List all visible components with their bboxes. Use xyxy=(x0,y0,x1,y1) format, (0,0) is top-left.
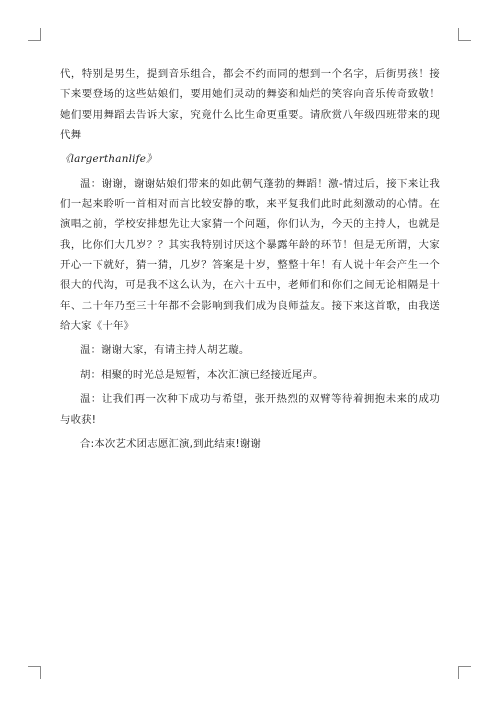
paragraph-dance-title: 《larger​than​life》 xyxy=(60,153,157,166)
paragraph-dance-intro: 代，特别是男生，提到音乐组合，都会不约而同的想到一个名字，后街男孩！接下来要登场的这些姑娘们，要用她们灵动的舞姿和灿烂的笑容向音乐传奇致敬！她们要用舞蹈去告诉大家，究竟什么比生命更重要。请欣赏八年级四班带来的现代舞 xyxy=(60,68,440,141)
corner-mark-top-right xyxy=(458,28,471,41)
paragraph-song-intro: 温：谢谢，谢谢姑娘们带来的如此朝气蓬勃的舞蹈！激-情过后，接下来让我们一起来聆听一首相对而言比较安静的歌，来平复我们此时此刻激动的心情。在演唱之前，学校安排想先让大家猜一个问题，你们认为，今天的主持人，也就是我，比你们大几岁？？其实我特别讨厌这个暴露年龄的环节！但是无所谓，大家开心一下就好，猜一猜，几岁？答案是十岁，整整十年！有人说十年会产生一个很大的代沟，可是我不这么认为，在六十五中，老师们和你们之间无论相隔是十年、二十年乃至三十年都不会影响到我们成为良师益友。接下来这首歌，由我送给大家《十年》 xyxy=(60,177,440,332)
corner-mark-bottom-left xyxy=(28,666,41,679)
document-body xyxy=(60,64,440,459)
corner-mark-top-left xyxy=(28,28,41,41)
paragraph-closing-wen: 温：让我们再一次种下成功与希望，张开热烈的双臂等待着拥抱未来的成功与收获! xyxy=(60,393,440,426)
paragraph-closing-hu: 胡：相聚的时光总是短暂，本次汇演已经接近尾声。 xyxy=(80,368,324,381)
paragraph-finale: 合:本次艺术团志愿汇演,到此结束!谢谢 xyxy=(80,438,262,451)
corner-mark-bottom-right xyxy=(458,666,471,679)
paragraph-thanks: 温：谢谢大家，有请主持人胡艺璇。 xyxy=(80,344,250,357)
